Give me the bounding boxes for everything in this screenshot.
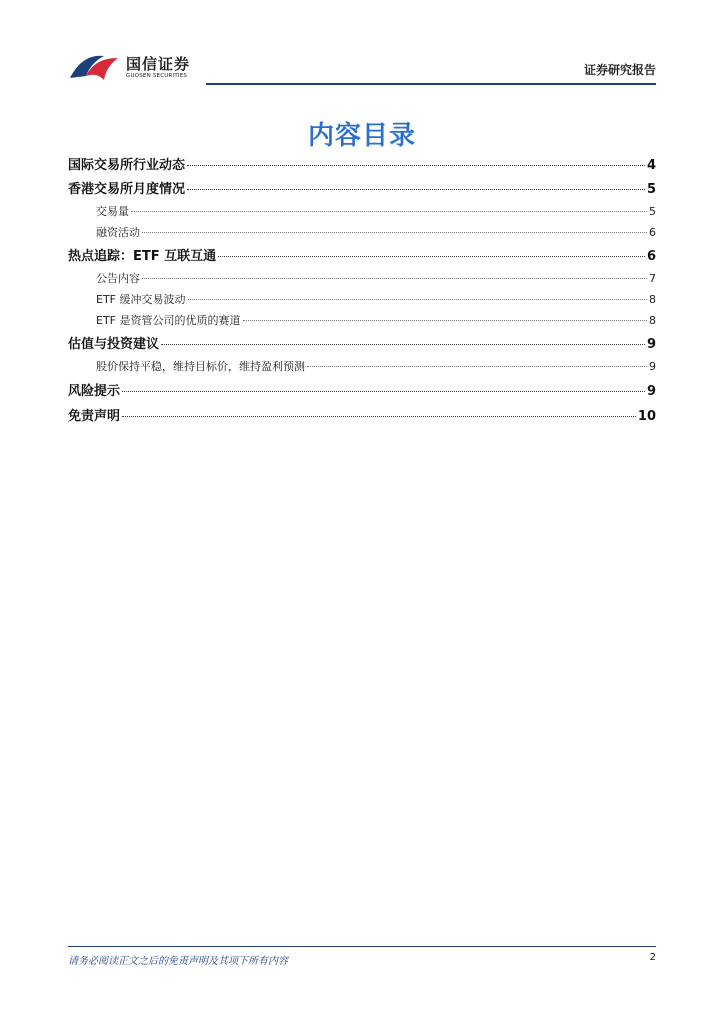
footer-divider bbox=[68, 946, 656, 947]
dot-leader bbox=[188, 299, 648, 300]
guosen-logo bbox=[68, 52, 208, 82]
toc-entry-label: 交易量 bbox=[96, 205, 129, 218]
toc-entry-page: 8 bbox=[649, 293, 656, 306]
disclaimer-note: 请务必阅读正文之后的免责声明及其项下所有内容 bbox=[68, 956, 288, 967]
toc-entry-page: 9 bbox=[646, 384, 656, 399]
toc-entry-label: ETF 缓冲交易波动 bbox=[96, 293, 186, 306]
toc-entry[interactable] bbox=[68, 333, 656, 352]
toc-entry-label: 风险提示 bbox=[68, 384, 121, 399]
toc-entry-label: 国际交易所行业动态 bbox=[68, 158, 186, 173]
logo-english-name: GUOSEN SECURITIES bbox=[126, 73, 188, 79]
dot-leader bbox=[142, 278, 647, 279]
dot-leader bbox=[131, 211, 647, 212]
toc-entry-label: 免责声明 bbox=[68, 409, 121, 424]
toc-entry[interactable] bbox=[96, 224, 656, 240]
toc-entry-page: 8 bbox=[649, 314, 656, 327]
toc-entry[interactable] bbox=[96, 358, 656, 374]
toc-entry-label: 股价保持平稳，维持目标价，维持盈利预测 bbox=[96, 360, 305, 373]
dot-leader bbox=[161, 344, 645, 345]
toc-entry-label: 公告内容 bbox=[96, 272, 140, 285]
toc-entry[interactable] bbox=[68, 245, 656, 264]
toc-entry[interactable] bbox=[96, 270, 656, 286]
dot-leader bbox=[187, 189, 645, 190]
toc-entry-page: 5 bbox=[646, 182, 656, 197]
toc-entry-page: 4 bbox=[646, 158, 656, 173]
toc-entry-page: 6 bbox=[649, 226, 656, 239]
toc-entry-label: 香港交易所月度情况 bbox=[68, 182, 186, 197]
toc-entry[interactable] bbox=[96, 203, 656, 219]
toc-entry[interactable] bbox=[68, 154, 656, 173]
toc-entry-page: 5 bbox=[649, 205, 656, 218]
toc-entry-label: 融资活动 bbox=[96, 226, 140, 239]
toc-entry-label: ETF 是资管公司的优质的赛道 bbox=[96, 314, 241, 327]
toc-entry-page: 9 bbox=[646, 337, 656, 352]
toc-entry-page: 7 bbox=[649, 272, 656, 285]
page-header bbox=[68, 50, 656, 84]
toc-entry[interactable] bbox=[96, 312, 656, 328]
guosen-logo-mark-icon bbox=[68, 52, 120, 82]
toc-entry[interactable] bbox=[68, 178, 656, 197]
dot-leader bbox=[142, 232, 647, 233]
dot-leader bbox=[187, 165, 645, 166]
dot-leader bbox=[243, 320, 648, 321]
dot-leader bbox=[122, 391, 645, 392]
toc-entry-label: 热点追踪：ETF 互联互通 bbox=[68, 249, 217, 264]
logo-chinese-name: 国信证券 bbox=[126, 55, 191, 73]
dot-leader bbox=[307, 366, 647, 367]
toc-entry-label: 估值与投资建议 bbox=[68, 337, 160, 352]
toc-entry[interactable] bbox=[68, 405, 656, 424]
toc-entry[interactable] bbox=[96, 291, 656, 307]
header-divider bbox=[206, 83, 656, 85]
page-number: 2 bbox=[649, 952, 656, 963]
toc-entry-page: 9 bbox=[649, 360, 656, 373]
report-type-label: 证券研究报告 bbox=[583, 63, 656, 77]
toc-title: 内容目录 bbox=[307, 121, 416, 151]
dot-leader bbox=[218, 256, 645, 257]
toc-entry-page: 10 bbox=[637, 409, 656, 424]
toc-entry-page: 6 bbox=[646, 249, 656, 264]
toc-entry[interactable] bbox=[68, 380, 656, 399]
dot-leader bbox=[122, 416, 636, 417]
